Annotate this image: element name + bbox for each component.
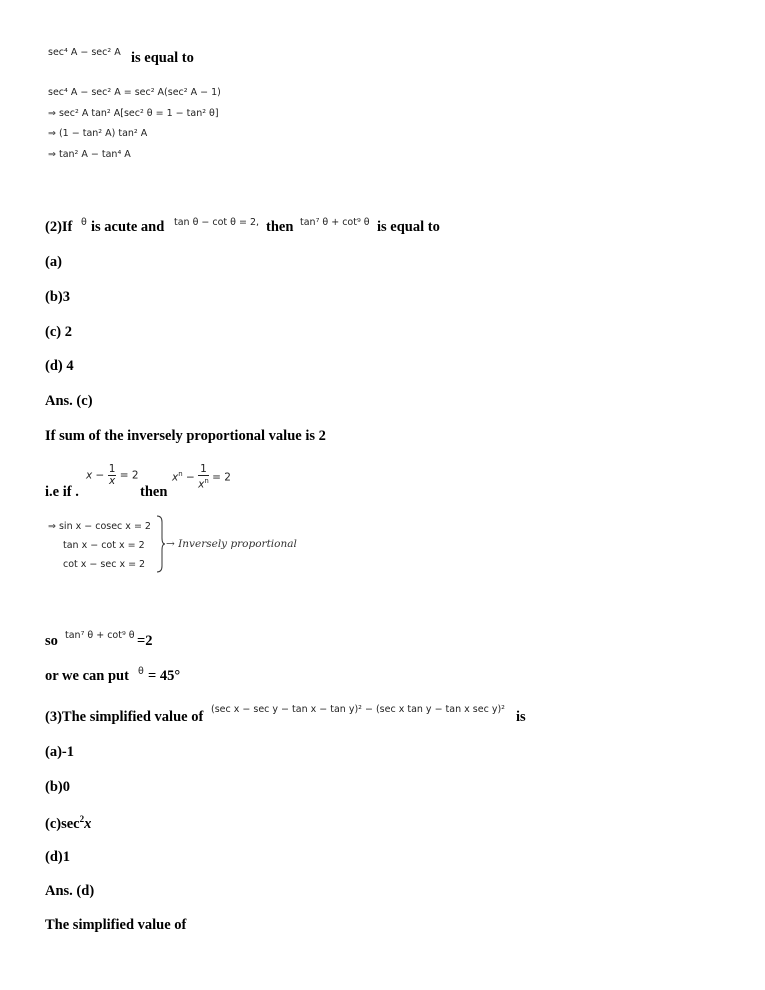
q3-option-c xyxy=(45,814,91,833)
q2-inv-line-2: tan x − cot x = 2 xyxy=(63,540,145,551)
q2-put-theta: θ xyxy=(138,666,144,677)
q2-condition: tan θ − cot θ = 2, xyxy=(174,217,260,228)
q3-expression: (sec x − sec y − tan x − tan y)² − (sec x tan y − tan x sec y)² xyxy=(211,704,505,715)
q2-so-result: =2 xyxy=(137,633,153,649)
fraction-one-over-xn: $\frac{1}{x^n}$ xyxy=(198,463,209,491)
q3-option-b: (b)0 xyxy=(45,779,70,795)
q2-then: then xyxy=(266,219,294,235)
q2-so-expression: tan⁷ θ + cot⁹ θ xyxy=(65,630,135,641)
q2-expression: tan⁷ θ + cot⁹ θ xyxy=(300,217,370,228)
q1-step-1: sec⁴ A − sec² A = sec² A(sec² A − 1) xyxy=(48,87,221,98)
right-brace-icon xyxy=(156,514,166,574)
q2-so: so xyxy=(45,633,58,649)
q3-option-c-exponent: 2 xyxy=(79,814,85,824)
fraction-one-over-x: $\frac{1}{x}$ xyxy=(108,463,116,487)
q2-ie-if: i.e if . xyxy=(45,484,79,500)
q2-acute: is acute and xyxy=(91,219,165,235)
q3-option-d: (d)1 xyxy=(45,849,70,865)
q2-option-b: (b)3 xyxy=(45,289,70,305)
q3-is: is xyxy=(516,709,526,725)
q1-step-3: ⇒ (1 − tan² A) tan² A xyxy=(48,128,148,139)
q1-step-4: ⇒ tan² A − tan⁴ A xyxy=(48,149,131,160)
q2-inv-line-1: ⇒ sin x − cosec x = 2 xyxy=(48,521,151,532)
q3-option-c-prefix: (c)sec xyxy=(45,815,80,832)
q2-put-value: = 45° xyxy=(148,668,181,684)
q2-theta: θ xyxy=(81,217,87,228)
q3-answer: Ans. (d) xyxy=(45,883,95,899)
q3-explanation: The simplified value of xyxy=(45,917,187,933)
q3-option-a: (a)-1 xyxy=(45,744,74,760)
q2-option-d: (d) 4 xyxy=(45,358,74,374)
q2-then-2: then xyxy=(140,484,168,500)
q2-answer: Ans. (c) xyxy=(45,393,93,409)
q3-option-c-var: x xyxy=(84,815,92,832)
q2-inverse-label: → Inversely proportional xyxy=(166,538,297,550)
q1-text: is equal to xyxy=(131,50,194,66)
q2-fraction-1: x − $\frac{1}{x}$ = 2 xyxy=(86,463,139,487)
q2-option-a: (a) xyxy=(45,254,62,270)
q1-step-2: ⇒ sec² A tan² A[sec² θ = 1 − tan² θ] xyxy=(48,108,219,119)
q2-inv-line-3: cot x − sec x = 2 xyxy=(63,559,146,570)
q2-equal: is equal to xyxy=(377,219,440,235)
q2-explanation: If sum of the inversely proportional value is 2 xyxy=(45,428,326,444)
q3-prefix: (3)The simplified value of xyxy=(45,709,204,725)
q2-put: or we can put xyxy=(45,668,129,684)
q2-option-c: (c) 2 xyxy=(45,324,72,340)
q2-fraction-2: $x^n$ − $\frac{1}{x^n}$ = 2 xyxy=(172,463,231,491)
right-brace xyxy=(156,514,166,574)
q1-expression: sec⁴ A − sec² A xyxy=(48,47,121,58)
q2-prefix: (2)If xyxy=(45,219,73,235)
